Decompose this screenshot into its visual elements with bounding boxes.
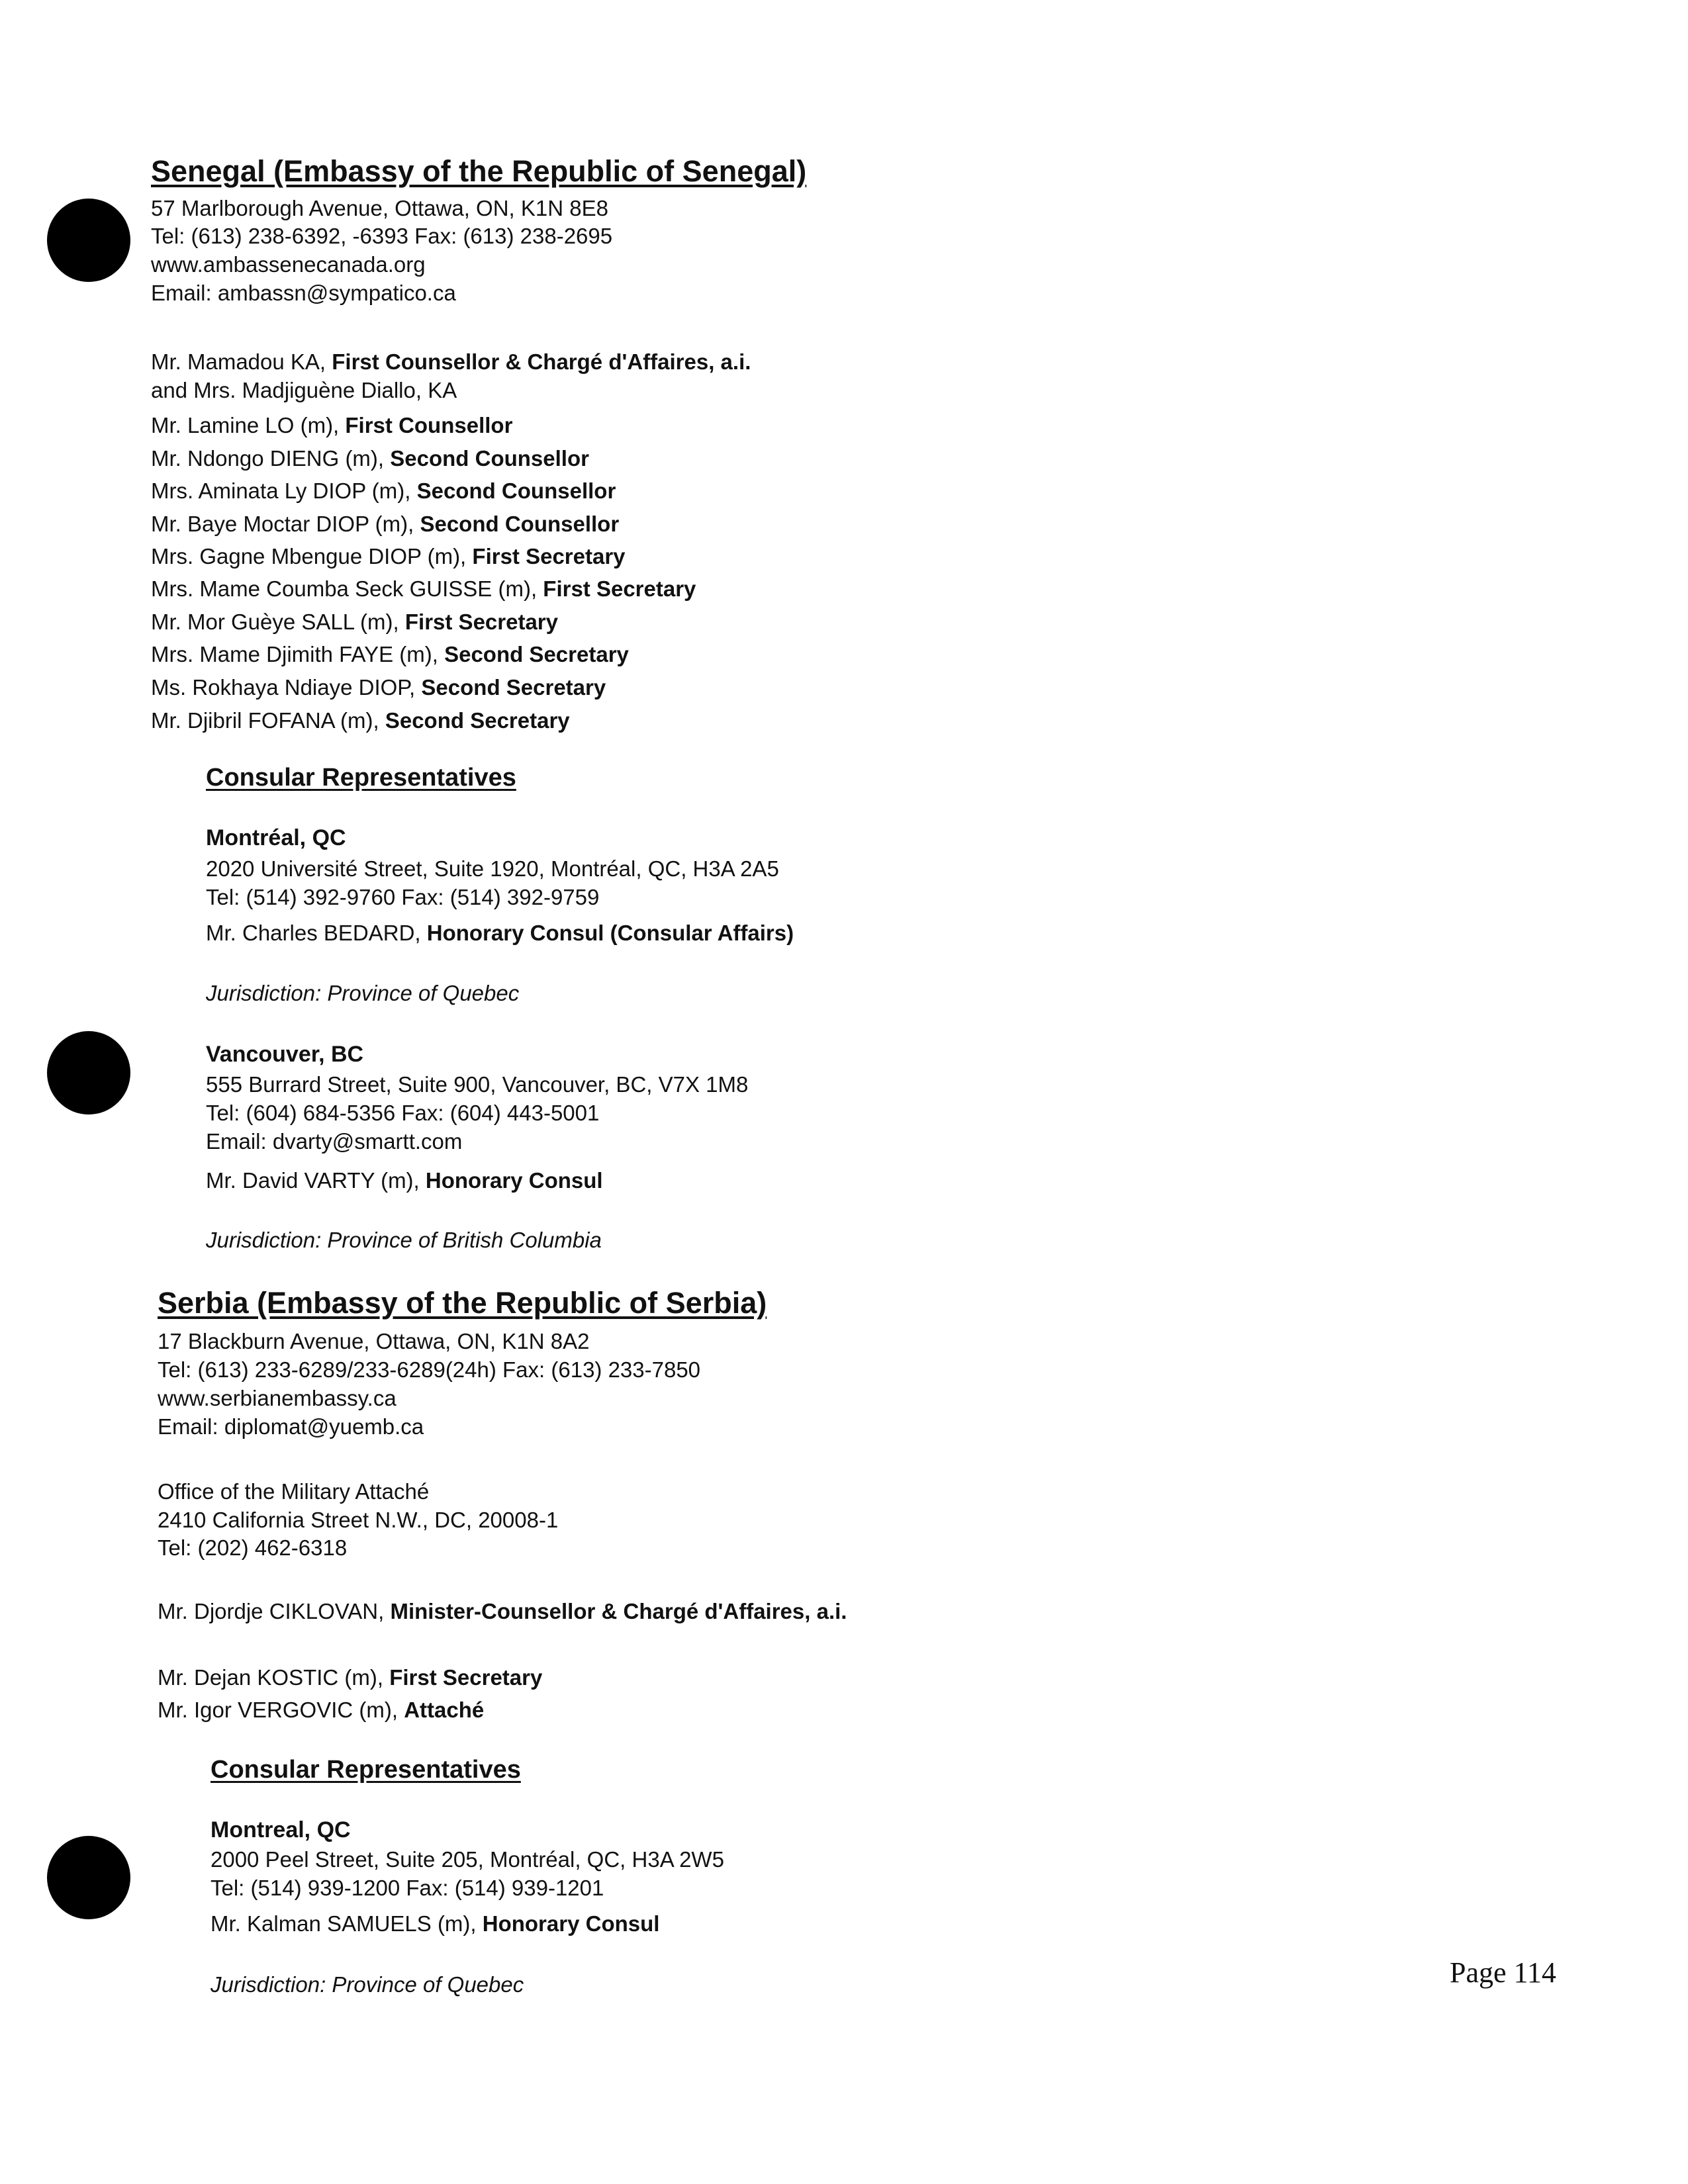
staff-entry (151, 351, 751, 373)
serbia-phone: Tel: (613) 233-6289/233-6289(24h) Fax: (613) 233-7850 (158, 1357, 701, 1382)
staff-title: Second Counsellor (390, 446, 589, 471)
consulate-phone: Tel: (514) 939-1200 Fax: (514) 939-1201 (211, 1876, 604, 1900)
staff-entry (151, 545, 626, 567)
rep-name: Mr. Charles BEDARD, (206, 921, 427, 945)
staff-name: Mr. Mor Guèye SALL (m), (151, 610, 405, 634)
staff-name: Mrs. Mame Djimith FAYE (m), (151, 642, 445, 666)
staff-name: Mr. Djordje CIKLOVAN, (158, 1599, 391, 1623)
staff-title: First Secretary (543, 576, 696, 601)
staff-name: Mr. Ndongo DIENG (m), (151, 446, 391, 471)
consulate-representative (206, 922, 794, 944)
consulate-city: Montréal, QC (206, 825, 346, 850)
military-office: Office of the Military Attaché (158, 1479, 430, 1504)
rep-title: Honorary Consul (482, 1911, 660, 1936)
staff-title: Minister-Counsellor & Chargé d'Affaires, a.i. (390, 1599, 847, 1623)
senegal-phone: Tel: (613) 238-6392, -6393 Fax: (613) 238-2695 (151, 224, 613, 248)
rep-title: Honorary Consul (Consular Affairs) (426, 921, 794, 945)
consulate-city: Vancouver, BC (206, 1042, 364, 1067)
jurisdiction: Jurisdiction: Province of Quebec (206, 981, 520, 1005)
rep-name: Mr. Kalman SAMUELS (m), (211, 1911, 483, 1936)
binder-hole (47, 1836, 130, 1919)
staff-name: Mrs. Mame Coumba Seck GUISSE (m), (151, 576, 543, 601)
senegal-address: 57 Marlborough Avenue, Ottawa, ON, K1N 8E8 (151, 196, 608, 220)
staff-name: Mr. Lamine LO (m), (151, 413, 346, 437)
staff-name: Ms. Rokhaya Ndiaye DIOP, (151, 675, 422, 700)
serbia-heading: Serbia (Embassy of the Republic of Serbia) (158, 1286, 767, 1320)
military-phone: Tel: (202) 462-6318 (158, 1535, 348, 1560)
senegal-heading: Senegal (Embassy of the Republic of Senegal) (151, 154, 807, 188)
staff-title: Second Secretary (444, 642, 629, 666)
staff-entry (151, 480, 616, 502)
staff-title: Second Counsellor (420, 512, 620, 536)
staff-entry (151, 709, 570, 731)
consulate-phone: Tel: (604) 684-5356 Fax: (604) 443-5001 (206, 1101, 600, 1125)
staff-title: Attaché (404, 1698, 485, 1722)
staff-entry (151, 611, 558, 633)
senegal-website[interactable]: www.ambassenecanada.org (151, 252, 426, 277)
consulate-phone: Tel: (514) 392-9760 Fax: (514) 392-9759 (206, 885, 600, 909)
staff-entry (158, 1699, 484, 1721)
staff-name: Mrs. Gagne Mbengue DIOP (m), (151, 544, 473, 569)
staff-name: Mr. Mamadou KA, (151, 349, 332, 374)
staff-entry (151, 513, 619, 535)
consulate-representative (211, 1913, 659, 1934)
consulate-email[interactable]: Email: dvarty@smartt.com (206, 1129, 463, 1154)
staff-title: First Counsellor & Chargé d'Affaires, a.i. (332, 349, 751, 374)
jurisdiction: Jurisdiction: Province of British Columbia (206, 1228, 602, 1252)
consulate-address: 555 Burrard Street, Suite 900, Vancouver, BC, V7X 1M8 (206, 1072, 749, 1097)
binder-hole (47, 199, 130, 282)
staff-entry (151, 643, 629, 665)
staff-name: Mr. Dejan KOSTIC (m), (158, 1665, 390, 1690)
consulate-address: 2020 Université Street, Suite 1920, Montréal, QC, H3A 2A5 (206, 856, 779, 881)
staff-title: Second Secretary (385, 708, 570, 733)
binder-hole (47, 1031, 130, 1115)
staff-name: and Mrs. Madjiguène Diallo, KA (151, 378, 457, 402)
consular-heading: Consular Representatives (211, 1756, 521, 1784)
serbia-email[interactable]: Email: diplomat@yuemb.ca (158, 1414, 424, 1439)
staff-title: First Secretary (404, 610, 559, 634)
rep-title: Honorary Consul (425, 1168, 603, 1193)
consulate-address: 2000 Peel Street, Suite 205, Montréal, QC, H3A 2W5 (211, 1847, 724, 1872)
page-number: Page 114 (1450, 1956, 1556, 1989)
staff-title: First Secretary (472, 544, 626, 569)
rep-name: Mr. David VARTY (m), (206, 1168, 426, 1193)
staff-name: Mr. Djibril FOFANA (m), (151, 708, 385, 733)
staff-title: Second Counsellor (416, 478, 616, 503)
staff-entry (158, 1666, 542, 1688)
staff-entry (158, 1600, 847, 1622)
staff-title: Second Secretary (421, 675, 606, 700)
serbia-website[interactable]: www.serbianembassy.ca (158, 1386, 397, 1410)
staff-title: First Secretary (389, 1665, 543, 1690)
staff-name: Mr. Igor VERGOVIC (m), (158, 1698, 404, 1722)
jurisdiction: Jurisdiction: Province of Quebec (211, 1972, 524, 1997)
staff-entry (151, 676, 606, 698)
consulate-representative (206, 1169, 603, 1191)
staff-entry (151, 379, 457, 401)
staff-name: Mr. Baye Moctar DIOP (m), (151, 512, 420, 536)
staff-entry (151, 447, 589, 469)
senegal-email[interactable]: Email: ambassn@sympatico.ca (151, 281, 456, 305)
staff-entry (151, 414, 512, 436)
staff-name: Mrs. Aminata Ly DIOP (m), (151, 478, 417, 503)
staff-entry (151, 578, 696, 600)
staff-title: First Counsellor (345, 413, 513, 437)
consulate-city: Montreal, QC (211, 1817, 351, 1843)
consular-heading: Consular Representatives (206, 764, 516, 792)
military-address: 2410 California Street N.W., DC, 20008-1 (158, 1508, 559, 1532)
serbia-address: 17 Blackburn Avenue, Ottawa, ON, K1N 8A2 (158, 1329, 590, 1353)
